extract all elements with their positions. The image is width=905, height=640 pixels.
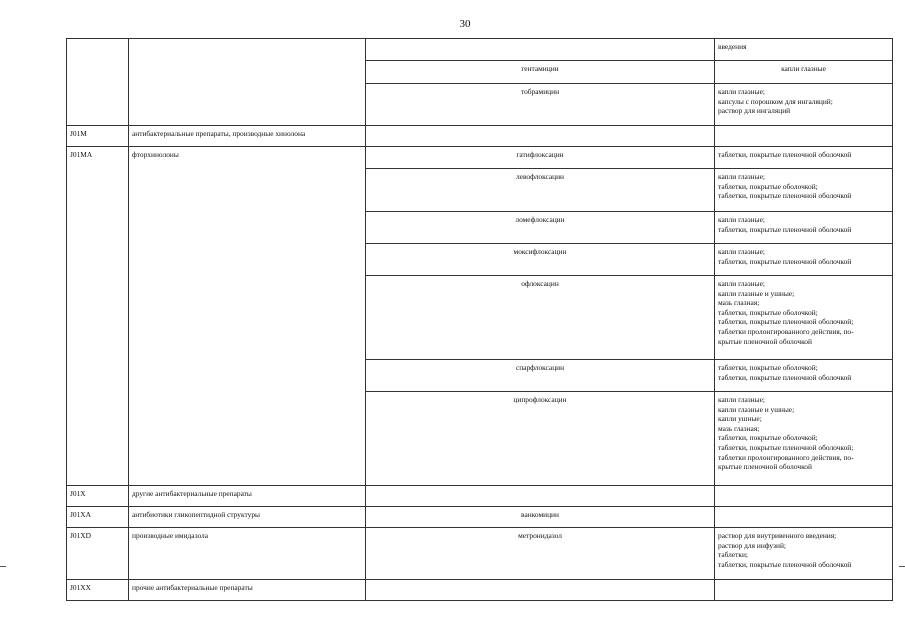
group-name-cell: антибиотики гликопептидной структуры	[129, 507, 366, 528]
atc-code-cell: J01X	[67, 486, 129, 507]
atc-code-cell: J01XA	[67, 507, 129, 528]
drug-cell: левофлоксацин	[366, 169, 715, 212]
dosage-form-cell: капли глазные; капли глазные и ушные; мазь глазная; таблетки, покрытые оболочкой; таблетки, покрытые пленочной оболочкой; таблетки пролонгированного действия, по- крытые пленочной оболочкой	[715, 276, 893, 360]
drug-table	[66, 38, 893, 601]
atc-code-cell: J01MA	[67, 147, 129, 486]
dosage-form-cell: капли глазные; капли глазные и ушные; капли ушные; мазь глазная; таблетки, покрытые оболочкой; таблетки, покрытые пленочной оболочкой; таблетки пролонгированного действия, по- крытые пленочной оболочкой	[715, 392, 893, 486]
page-number: 30	[459, 18, 471, 30]
dosage-form-cell: раствор для внутривенного введения; раствор для инфузий; таблетки; таблетки, покрытые пленочной оболочкой	[715, 528, 893, 580]
table-row	[67, 39, 893, 61]
drug-cell: тобрамицин	[366, 84, 715, 126]
table-row	[67, 580, 893, 601]
drug-cell: моксифлоксацин	[366, 244, 715, 276]
atc-code-cell: J01M	[67, 126, 129, 147]
table-row	[67, 507, 893, 528]
drug-cell: ломефлоксацин	[366, 212, 715, 244]
dosage-form-cell: введения	[715, 39, 893, 61]
dosage-form-cell	[715, 126, 893, 147]
table-row	[67, 147, 893, 169]
group-name-cell: другие антибактериальные препараты	[129, 486, 366, 507]
group-name-cell	[129, 39, 366, 126]
dosage-form-cell: капли глазные; таблетки, покрытые оболочкой; таблетки, покрытые пленочной оболочкой	[715, 169, 893, 212]
drug-cell	[366, 126, 715, 147]
group-name-cell: фторхинолоны	[129, 147, 366, 486]
dosage-form-cell	[715, 580, 893, 601]
group-name-cell: производные имидазола	[129, 528, 366, 580]
table-row	[67, 486, 893, 507]
drug-cell: метронидазол	[366, 528, 715, 580]
drug-cell	[366, 580, 715, 601]
drug-cell: гентамицин	[366, 61, 715, 84]
drug-cell: офлоксацин	[366, 276, 715, 360]
dosage-form-cell: таблетки, покрытые оболочкой; таблетки, покрытые пленочной оболочкой	[715, 360, 893, 392]
drug-cell	[366, 39, 715, 61]
drug-cell: гатифлоксацин	[366, 147, 715, 169]
scan-edge-mark	[899, 566, 905, 567]
dosage-form-cell: капли глазные; таблетки, покрытые пленочной оболочкой	[715, 212, 893, 244]
group-name-cell: антибактериальные препараты, производные хинолона	[129, 126, 366, 147]
table-row	[67, 528, 893, 580]
dosage-form-cell	[715, 507, 893, 528]
dosage-form-cell: капли глазные	[715, 61, 893, 84]
atc-code-cell: J01XX	[67, 580, 129, 601]
dosage-form-cell: капли глазные; таблетки, покрытые пленочной оболочкой	[715, 244, 893, 276]
dosage-form-cell	[715, 486, 893, 507]
dosage-form-cell: таблетки, покрытые пленочной оболочкой	[715, 147, 893, 169]
drug-cell: спарфлоксацин	[366, 360, 715, 392]
table-row	[67, 126, 893, 147]
drug-cell: ванкомицин	[366, 507, 715, 528]
scan-edge-mark	[0, 566, 6, 567]
atc-code-cell: J01XD	[67, 528, 129, 580]
group-name-cell: прочие антибактериальные препараты	[129, 580, 366, 601]
drug-cell	[366, 486, 715, 507]
dosage-form-cell: капли глазные; капсулы с порошком для ингаляций; раствор для ингаляций	[715, 84, 893, 126]
drug-cell: ципрофлоксацин	[366, 392, 715, 486]
atc-code-cell	[67, 39, 129, 126]
